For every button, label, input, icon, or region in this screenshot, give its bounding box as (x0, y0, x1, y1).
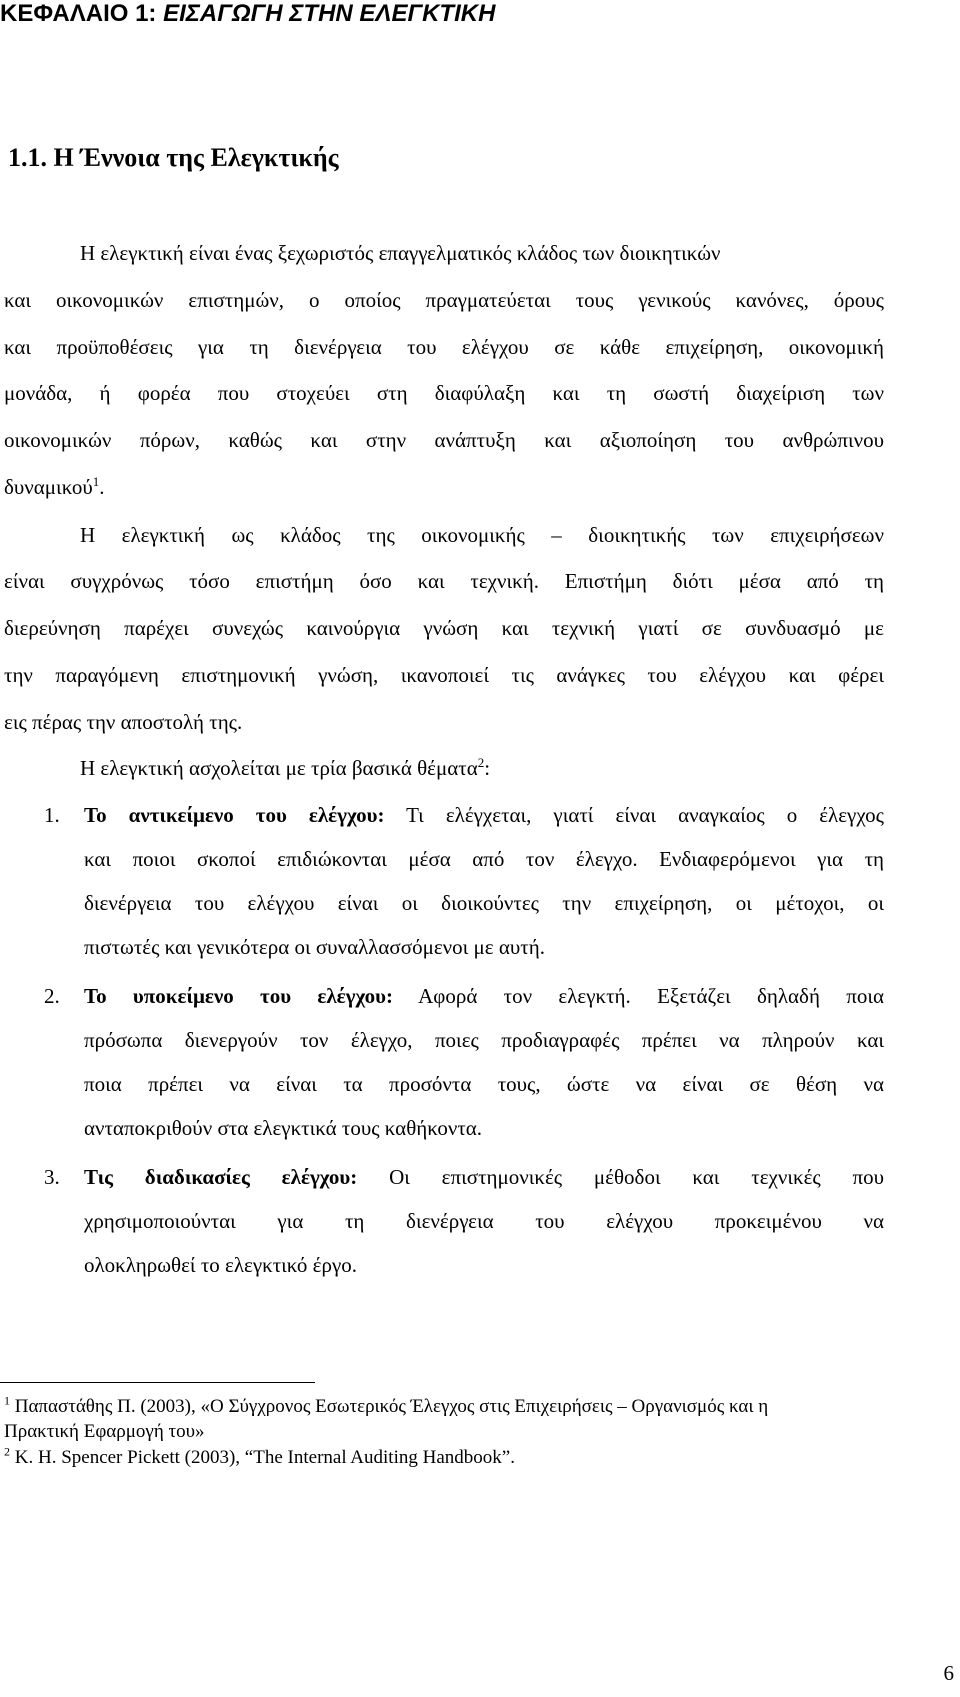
item-1-first-rest: Τι ελέγχεται, γιατί είναι αναγκαίος ο έλεγχος (384, 803, 884, 827)
p1-last-word: δυναμικού (4, 475, 93, 499)
item-1-line-3: διενέργεια του ελέγχου είναι οι διοικούντες την επιχείρηση, οι μέτοχοι, οι (84, 891, 884, 915)
chapter-prefix: ΚΕΦΑΛΑΙΟ 1: (0, 0, 164, 27)
p2-line-3: διερεύνηση παρέχει συνεχώς καινούργια γνώση και τεχνική γιατί σε συνδυασμό με (4, 616, 884, 640)
item-2-line-3: ποια πρέπει να είναι τα προσόντα τους, ώστε να είναι σε θέση να (84, 1072, 884, 1096)
topics-intro (80, 755, 490, 781)
footnote-1-marker: 1 (4, 1393, 10, 1408)
footnote-ref-1[interactable]: 1 (92, 474, 100, 489)
footnote-separator (0, 1382, 315, 1383)
p1-line-2: και οικονομικών επιστημών, ο οποίος πραγματεύεται τους γενικούς κανόνες, όρους (4, 288, 884, 312)
chapter-title: ΕΙΣΑΓΩΓΗ ΣΤΗΝ ΕΛΕΓΚΤΙΚΗ (163, 0, 496, 27)
item-1-line-2: και ποιοι σκοποί επιδιώκονται μέσα από τον έλεγχο. Ενδιαφερόμενοι για τη (84, 847, 884, 871)
topics-intro-end: : (484, 756, 491, 780)
item-1-line-1 (84, 802, 884, 828)
footnote-1-line-1 (4, 1395, 884, 1418)
topics-intro-text: Η ελεγκτική ασχολείται με τρία βασικά θέματα (80, 756, 478, 780)
item-3-line-2: χρησιμοποιούνται για τη διενέργεια του ελέγχου προκειμένου να (84, 1209, 884, 1233)
item-3-first-rest: Οι επιστημονικές μέθοδοι και τεχνικές που (357, 1165, 884, 1189)
p2-line-1: Η ελεγκτική ως κλάδος της οικονομικής – διοικητικής των επιχειρήσεων (80, 523, 884, 547)
p1-line-5: οικονομικών πόρων, καθώς και στην ανάπτυξη και αξιοποίηση του ανθρώπινου (4, 428, 884, 452)
item-3-line-3: ολοκληρωθεί το ελεγκτικό έργο. (84, 1253, 357, 1277)
item-3-number: 3. (44, 1165, 60, 1189)
p1-line-1 (80, 240, 884, 266)
p2-line-2: είναι συγχρόνως τόσο επιστήμη όσο και τεχνική. Επιστήμη διότι μέσα από τη (4, 569, 884, 593)
footnote-1-line-2: Πρακτική Εφαρμογή του» (4, 1421, 205, 1442)
p1-last-line (4, 474, 104, 500)
item-2-line-1 (84, 983, 884, 1009)
footnote-2 (4, 1446, 515, 1469)
p1-line-3: και προϋποθέσεις για τη διενέργεια του ελέγχου σε κάθε επιχείρηση, οικονομική (4, 335, 884, 359)
section-heading: 1.1. Η Έννοια της Ελεγκτικής (8, 143, 339, 172)
item-3-line-1 (84, 1164, 884, 1190)
page-number: 6 (943, 1661, 954, 1685)
item-1-number: 1. (44, 803, 60, 827)
footnote-ref-2[interactable]: 2 (477, 755, 485, 770)
footnote-1-text: Παπαστάθης Π. (2003), «Ο Σύγχρονος Εσωτερικός Έλεγχος στις Επιχειρήσεις – Οργανισμός και η (10, 1396, 769, 1417)
p1-end: . (99, 475, 105, 499)
p2-line-5: εις πέρας την αποστολή της. (4, 710, 243, 734)
footnote-2-text: K. H. Spencer Pickett (2003), “The Internal Auditing Handbook”. (10, 1447, 515, 1468)
footnote-2-marker: 2 (4, 1444, 10, 1459)
item-2-first-rest: Αφορά τον ελεγκτή. Εξετάζει δηλαδή ποια (392, 984, 884, 1008)
p1-line-1-text: Η ελεγκτική είναι ένας ξεχωριστός επαγγελματικός κλάδος των διοικητικών (80, 241, 721, 265)
p1-line-4: μονάδα, ή φορέα που στοχεύει στη διαφύλαξη και τη σωστή διαχείριση των (4, 381, 884, 405)
item-2-title: Το υποκείμενο του ελέγχου: (84, 984, 393, 1008)
item-1-title: Το αντικείμενο του ελέγχου: (84, 803, 385, 827)
item-1-line-4: πιστωτές και γενικότερα οι συναλλασσόμενοι με αυτή. (84, 935, 545, 959)
item-3-title: Τις διαδικασίες ελέγχου: (84, 1165, 358, 1189)
p2-line-4: την παραγόμενη επιστημονική γνώση, ικανοποιεί τις ανάγκες του ελέγχου και φέρει (4, 663, 884, 687)
chapter-heading (0, 0, 495, 28)
item-2-line-2: πρόσωπα διενεργούν τον έλεγχο, ποιες προδιαγραφές πρέπει να πληρούν και (84, 1028, 884, 1052)
item-2-line-4: ανταποκριθούν στα ελεγκτικά τους καθήκοντα. (84, 1116, 483, 1140)
item-2-number: 2. (44, 984, 60, 1008)
